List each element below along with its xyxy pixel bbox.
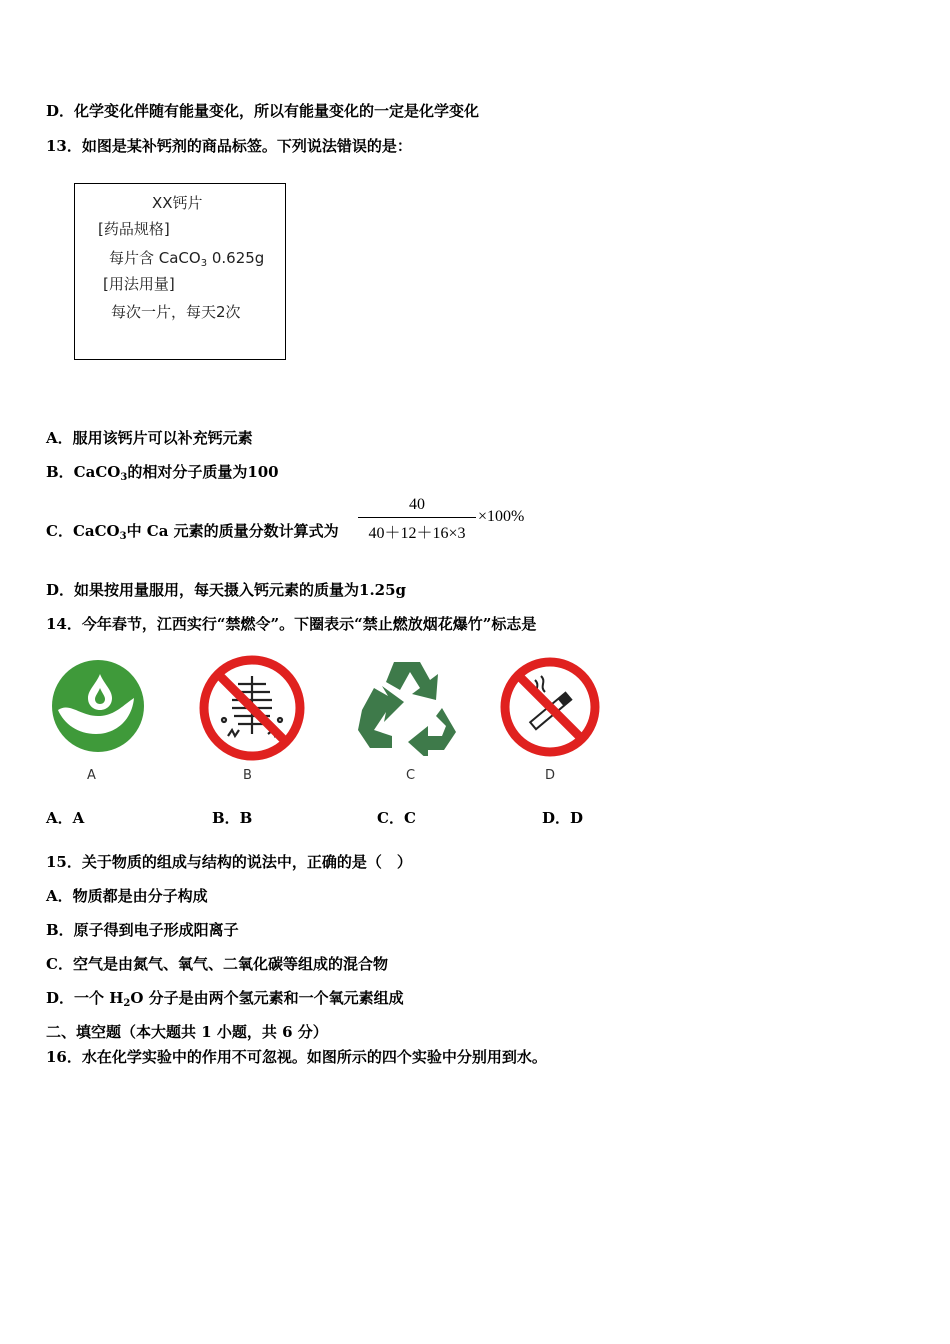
mass-fraction <box>358 496 476 540</box>
no-fireworks-icon <box>198 654 306 762</box>
q13-option-c-post: 中 Ca 元素的质量分数计算式为 <box>126 522 339 540</box>
q14-stem: 14．今年春节，江西实行“禁燃令”。下圈表示“禁止燃放烟花爆竹”标志是 <box>46 615 537 633</box>
sign-label-d: D <box>545 768 556 783</box>
q15-option-b: B．原子得到电子形成阳离子 <box>46 921 239 939</box>
q15-option-a: A．物质都是由分子构成 <box>46 887 208 905</box>
label-spec-sub: 3 <box>200 258 208 269</box>
q14-option-c: C．C <box>377 809 416 827</box>
recycle-icon <box>356 656 458 756</box>
sign-label-a: A <box>87 768 96 783</box>
fraction-numerator: 40 <box>409 496 425 513</box>
product-label <box>74 183 286 360</box>
q13-option-b <box>46 462 279 488</box>
fraction-denominator: 40＋12＋16×3 <box>368 525 466 542</box>
water-saving-icon <box>50 658 146 754</box>
sign-label-b: B <box>243 768 252 783</box>
no-smoking-icon <box>499 656 601 758</box>
q15-stem: 15．关于物质的组成与结构的说法中，正确的是（ ） <box>46 853 412 871</box>
q15-option-d-pre: D．一个 H <box>46 989 124 1007</box>
q13-option-a: A．服用该钙片可以补充钙元素 <box>46 429 253 447</box>
q13-option-b-sub: 3 <box>120 472 128 483</box>
q16-stem: 16．水在化学实验中的作用不可忽视。如图所示的四个实验中分别用到水。 <box>46 1048 547 1066</box>
q13-option-b-post: 的相对分子质量为100 <box>127 463 279 481</box>
sign-label-c: C <box>406 768 416 783</box>
section-heading: 二、填空题（本大题共 1 小题，共 6 分） <box>46 1023 328 1041</box>
label-title: XX钙片 <box>152 194 203 212</box>
q15-option-d-post: O 分子是由两个氢元素和一个氧元素组成 <box>130 989 404 1007</box>
q15-option-c: C．空气是由氮气、氧气、二氧化碳等组成的混合物 <box>46 955 388 973</box>
q15-option-d <box>46 988 404 1014</box>
q13-stem: 13．如图是某补钙剂的商品标签。下列说法错误的是： <box>46 137 412 155</box>
q13-option-c <box>46 521 339 547</box>
q13-option-c-sub: 3 <box>119 531 127 542</box>
q12-option-d: D．化学变化伴随有能量变化，所以有能量变化的一定是化学变化 <box>46 102 480 120</box>
q13-option-b-pre: B．CaCO <box>46 463 121 481</box>
fraction-bar <box>358 517 476 518</box>
q14-option-b: B．B <box>212 809 253 827</box>
label-usage-text: 每次一片，每天2次 <box>111 303 241 321</box>
q13-option-c-pre: C．CaCO <box>46 522 120 540</box>
q13-option-d: D．如果按用量服用，每天摄入钙元素的质量为1.25g <box>46 581 407 599</box>
fraction-multiplier: ×100% <box>478 508 525 525</box>
label-usage-heading: [用法用量] <box>103 275 175 293</box>
label-spec-pre: 每片含 CaCO <box>109 249 201 267</box>
label-spec-post: 0.625g <box>207 249 265 267</box>
label-spec-heading: [药品规格] <box>98 220 170 238</box>
q14-option-a: A．A <box>46 809 85 827</box>
q14-option-d: D．D <box>542 809 584 827</box>
label-spec-text <box>109 247 264 269</box>
q15-option-d-sub: 2 <box>123 998 131 1009</box>
